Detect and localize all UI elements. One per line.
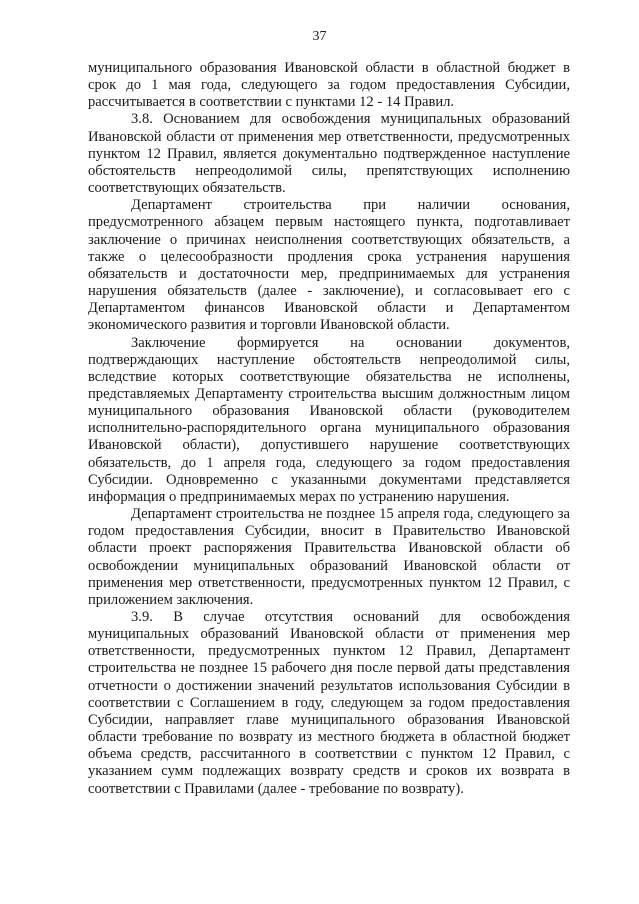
document-body — [88, 60, 570, 798]
paragraph-3-9: 3.9. В случае отсутствия оснований для освобождения муниципальных образований Ивановской области от применения мер ответственности, предусмотренных пунктом 12 Правил, Департамент строительства не позднее 15 рабочего дня после первой даты представления отчетности о достижении значений результатов использования Субсидии в соответствии с Соглашением в году, следующем за годом предоставления Субсидии, направляет главе муниципального образования Ивановской области требование по возврату из местного бюджета в областной бюджет объема средств, рассчитанного в соответствии с пунктом 12 Правил, с указанием сумм подлежащих возврату средств и сроков их возврата в соответствии с Правилами (далее - требование по возврату). — [88, 609, 570, 797]
paragraph-3-8: 3.8. Основанием для освобождения муниципальных образований Ивановской области от применения мер ответственности, предусмотренных пунктом 12 Правил, является документально подтвержденное наступление обстоятельств непреодолимой силы, препятствующих исполнению соответствующих обязательств. — [88, 111, 570, 197]
paragraph-department-conclusion: Департамент строительства при наличии основания, предусмотренного абзацем первым настоящего пункта, подготавливает заключение о причинах неисполнения соответствующих обязательств, а также о целесообразности продления срока устранения нарушения обязательств и достаточности мер, предпринимаемых для устранения нарушения обязательств (далее - заключение), и согласовывает его с Департаментом финансов Ивановской области и Департаментом экономического развития и торговли Ивановской области. — [88, 197, 570, 334]
paragraph-conclusion-basis: Заключение формируется на основании документов, подтверждающих наступление обстоятельств непреодолимой силы, вследствие которых соответствующие обязательства не исполнены, представляемых Департаменту строительства высшим должностным лицом муниципального образования Ивановской области (руководителем исполнительно-распорядительного органа муниципального образования Ивановской области), допустившего нарушение соответствующих обязательств, до 1 апреля года, следующего за годом предоставления Субсидии. Одновременно с указанными документами представляется информация о предпринимаемых мерах по устранению нарушения. — [88, 334, 570, 505]
page-number: 37 — [312, 29, 327, 44]
paragraph-continuation: муниципального образования Ивановской области в областной бюджет в срок до 1 мая года, следующего за годом предоставления Субсидии, рассчитывается в соответствии с пунктами 12 - 14 Правил. — [88, 60, 570, 111]
paragraph-draft-order: Департамент строительства не позднее 15 апреля года, следующего за годом предоставления Субсидии, вносит в Правительство Ивановской области проект распоряжения Правительства Ивановской области об освобождении муниципальных образований Ивановской области от применения мер ответственности, предусмотренных пунктом 12 Правил, с приложением заключения. — [88, 506, 570, 608]
